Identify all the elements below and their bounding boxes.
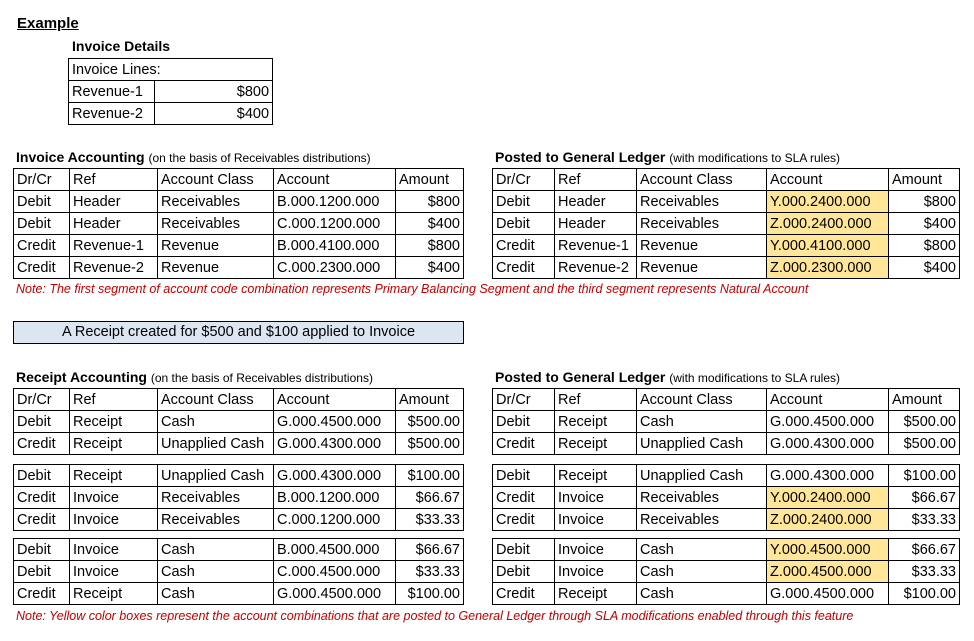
drcr-cell: Debit xyxy=(493,213,555,235)
ref-cell: Revenue-2 xyxy=(70,257,158,279)
ref-cell: Invoice xyxy=(555,539,637,561)
amount-cell: $66.67 xyxy=(889,539,960,561)
amount-cell: $33.33 xyxy=(396,509,464,531)
account-class-cell: Receivables xyxy=(637,191,767,213)
drcr-cell: Debit xyxy=(14,411,70,433)
heading-label: Invoice Accounting xyxy=(16,149,145,165)
invoice-details-table xyxy=(68,58,273,125)
heading-sub: (on the basis of Receivables distributions) xyxy=(148,151,371,165)
table-row xyxy=(14,411,464,433)
table-row xyxy=(14,191,464,213)
column-header: Amount xyxy=(889,169,960,191)
page-title: Example xyxy=(17,15,79,32)
account-class-cell: Cash xyxy=(637,539,767,561)
drcr-cell: Credit xyxy=(14,487,70,509)
amount-cell: $100.00 xyxy=(396,583,464,605)
amount-cell: $400 xyxy=(889,257,960,279)
line-name: Revenue-1 xyxy=(69,81,155,103)
ref-cell: Invoice xyxy=(555,561,637,583)
drcr-cell: Credit xyxy=(493,487,555,509)
table-row xyxy=(14,539,464,561)
invoice-gl-table xyxy=(492,168,960,279)
table-row xyxy=(493,465,960,487)
table-header-row xyxy=(493,389,960,411)
ref-cell: Receipt xyxy=(555,411,637,433)
ref-cell: Receipt xyxy=(555,433,637,455)
table-row xyxy=(493,191,960,213)
amount-cell: $400 xyxy=(889,213,960,235)
heading-sub: (with modifications to SLA rules) xyxy=(669,151,841,165)
column-header: Account Class xyxy=(637,169,767,191)
account-cell: Z.000.2400.000 xyxy=(767,509,889,531)
table-header-row xyxy=(493,169,960,191)
column-header: Account Class xyxy=(158,169,274,191)
line-amount: $800 xyxy=(155,81,273,103)
column-header: Account Class xyxy=(158,389,274,411)
account-class-cell: Cash xyxy=(158,561,274,583)
ref-cell: Invoice xyxy=(70,539,158,561)
column-header: Account xyxy=(274,389,396,411)
table-row xyxy=(14,583,464,605)
account-cell: Z.000.2300.000 xyxy=(767,257,889,279)
amount-cell: $100.00 xyxy=(889,583,960,605)
account-cell: G.000.4300.000 xyxy=(274,465,396,487)
ref-cell: Invoice xyxy=(70,561,158,583)
ref-cell: Invoice xyxy=(555,487,637,509)
table-row xyxy=(14,257,464,279)
ref-cell: Receipt xyxy=(70,433,158,455)
ref-cell: Invoice xyxy=(555,509,637,531)
account-cell: Z.000.4500.000 xyxy=(767,561,889,583)
ref-cell: Invoice xyxy=(70,487,158,509)
amount-cell: $100.00 xyxy=(396,465,464,487)
account-class-cell: Revenue xyxy=(158,235,274,257)
account-cell: Y.000.2400.000 xyxy=(767,191,889,213)
drcr-cell: Debit xyxy=(14,561,70,583)
ref-cell: Header xyxy=(555,191,637,213)
account-class-cell: Revenue xyxy=(158,257,274,279)
table-row xyxy=(14,465,464,487)
account-cell: B.000.4500.000 xyxy=(274,539,396,561)
account-class-cell: Cash xyxy=(637,561,767,583)
drcr-cell: Credit xyxy=(493,257,555,279)
account-cell: B.000.4100.000 xyxy=(274,235,396,257)
column-header: Ref xyxy=(70,389,158,411)
account-class-cell: Receivables xyxy=(637,509,767,531)
receipt-banner: A Receipt created for $500 and $100 applied to Invoice xyxy=(13,321,464,344)
note-segments: Note: The first segment of account code combination represents Primary Balancing Segment and the third segment represents Natural Account xyxy=(16,282,809,296)
column-header: Dr/Cr xyxy=(493,169,555,191)
column-header: Dr/Cr xyxy=(14,389,70,411)
account-class-cell: Receivables xyxy=(158,509,274,531)
account-class-cell: Cash xyxy=(158,411,274,433)
amount-cell: $500.00 xyxy=(889,433,960,455)
table-row xyxy=(69,59,273,81)
drcr-cell: Debit xyxy=(14,213,70,235)
note-yellow: Note: Yellow color boxes represent the account combinations that are posted to General Ledger through SLA modifications enabled through this feature xyxy=(16,609,854,623)
ref-cell: Header xyxy=(70,191,158,213)
ref-cell: Header xyxy=(70,213,158,235)
column-header: Account Class xyxy=(637,389,767,411)
account-cell: B.000.1200.000 xyxy=(274,487,396,509)
drcr-cell: Credit xyxy=(14,257,70,279)
drcr-cell: Debit xyxy=(493,191,555,213)
account-class-cell: Cash xyxy=(158,539,274,561)
heading-label: Posted to General Ledger xyxy=(495,369,666,385)
column-header: Amount xyxy=(396,389,464,411)
column-header: Ref xyxy=(555,389,637,411)
receipt-gl-heading xyxy=(495,369,840,385)
account-cell: C.000.1200.000 xyxy=(274,509,396,531)
account-cell: G.000.4300.000 xyxy=(767,433,889,455)
line-name: Revenue-2 xyxy=(69,103,155,125)
drcr-cell: Debit xyxy=(14,539,70,561)
table-row xyxy=(493,411,960,433)
drcr-cell: Debit xyxy=(14,465,70,487)
account-class-cell: Receivables xyxy=(158,191,274,213)
account-class-cell: Receivables xyxy=(637,213,767,235)
amount-cell: $500.00 xyxy=(889,411,960,433)
table-row xyxy=(69,81,273,103)
account-cell: G.000.4300.000 xyxy=(767,465,889,487)
invoice-accounting-heading xyxy=(16,149,371,165)
heading-sub: (on the basis of Receivables distributions) xyxy=(150,371,373,385)
drcr-cell: Credit xyxy=(14,509,70,531)
account-cell: Z.000.2400.000 xyxy=(767,213,889,235)
drcr-cell: Credit xyxy=(493,235,555,257)
amount-cell: $100.00 xyxy=(889,465,960,487)
receipt-accounting-table-2 xyxy=(13,464,464,531)
line-amount: $400 xyxy=(155,103,273,125)
account-cell: C.000.2300.000 xyxy=(274,257,396,279)
amount-cell: $800 xyxy=(396,235,464,257)
account-class-cell: Revenue xyxy=(637,235,767,257)
drcr-cell: Debit xyxy=(493,465,555,487)
account-cell: G.000.4500.000 xyxy=(274,583,396,605)
amount-cell: $66.67 xyxy=(396,487,464,509)
table-row xyxy=(14,487,464,509)
amount-cell: $500.00 xyxy=(396,411,464,433)
drcr-cell: Credit xyxy=(493,509,555,531)
table-row xyxy=(493,257,960,279)
table-row xyxy=(493,487,960,509)
account-cell: G.000.4500.000 xyxy=(767,583,889,605)
drcr-cell: Debit xyxy=(14,191,70,213)
drcr-cell: Credit xyxy=(14,235,70,257)
account-cell: Y.000.4100.000 xyxy=(767,235,889,257)
account-cell: G.000.4300.000 xyxy=(274,433,396,455)
amount-cell: $66.67 xyxy=(889,487,960,509)
account-class-cell: Cash xyxy=(158,583,274,605)
table-row xyxy=(14,509,464,531)
column-header: Account xyxy=(767,169,889,191)
drcr-cell: Debit xyxy=(493,411,555,433)
account-class-cell: Unapplied Cash xyxy=(158,433,274,455)
drcr-cell: Credit xyxy=(14,433,70,455)
table-row xyxy=(493,235,960,257)
account-cell: G.000.4500.000 xyxy=(274,411,396,433)
ref-cell: Receipt xyxy=(555,465,637,487)
amount-cell: $400 xyxy=(396,213,464,235)
amount-cell: $400 xyxy=(396,257,464,279)
receipt-accounting-heading xyxy=(16,369,373,385)
amount-cell: $800 xyxy=(889,191,960,213)
ref-cell: Receipt xyxy=(70,465,158,487)
ref-cell: Receipt xyxy=(555,583,637,605)
heading-label: Receipt Accounting xyxy=(16,369,147,385)
table-header-row xyxy=(14,169,464,191)
account-class-cell: Unapplied Cash xyxy=(637,433,767,455)
invoice-lines-label: Invoice Lines: xyxy=(69,59,273,81)
drcr-cell: Debit xyxy=(493,539,555,561)
amount-cell: $33.33 xyxy=(889,561,960,583)
invoice-accounting-table xyxy=(13,168,464,279)
ref-cell: Revenue-1 xyxy=(70,235,158,257)
ref-cell: Invoice xyxy=(70,509,158,531)
receipt-gl-table-1 xyxy=(492,388,960,455)
table-row xyxy=(493,433,960,455)
account-cell: B.000.1200.000 xyxy=(274,191,396,213)
invoice-gl-heading xyxy=(495,149,840,165)
account-class-cell: Revenue xyxy=(637,257,767,279)
column-header: Amount xyxy=(889,389,960,411)
ref-cell: Revenue-1 xyxy=(555,235,637,257)
column-header: Ref xyxy=(70,169,158,191)
table-row xyxy=(14,433,464,455)
drcr-cell: Credit xyxy=(14,583,70,605)
heading-label: Posted to General Ledger xyxy=(495,149,666,165)
account-class-cell: Unapplied Cash xyxy=(158,465,274,487)
column-header: Dr/Cr xyxy=(493,389,555,411)
column-header: Amount xyxy=(396,169,464,191)
column-header: Dr/Cr xyxy=(14,169,70,191)
table-row xyxy=(493,213,960,235)
table-row xyxy=(493,509,960,531)
receipt-gl-table-2 xyxy=(492,464,960,531)
account-class-cell: Receivables xyxy=(158,487,274,509)
receipt-gl-table-3 xyxy=(492,538,960,605)
receipt-accounting-table-1 xyxy=(13,388,464,455)
account-class-cell: Unapplied Cash xyxy=(637,465,767,487)
column-header: Ref xyxy=(555,169,637,191)
amount-cell: $800 xyxy=(396,191,464,213)
column-header: Account xyxy=(274,169,396,191)
ref-cell: Receipt xyxy=(70,411,158,433)
table-row xyxy=(493,561,960,583)
amount-cell: $33.33 xyxy=(889,509,960,531)
ref-cell: Receipt xyxy=(70,583,158,605)
amount-cell: $800 xyxy=(889,235,960,257)
amount-cell: $33.33 xyxy=(396,561,464,583)
account-cell: C.000.4500.000 xyxy=(274,561,396,583)
account-class-cell: Receivables xyxy=(637,487,767,509)
table-row xyxy=(493,539,960,561)
account-class-cell: Cash xyxy=(637,583,767,605)
account-cell: Y.000.2400.000 xyxy=(767,487,889,509)
account-cell: G.000.4500.000 xyxy=(767,411,889,433)
table-row xyxy=(69,103,273,125)
column-header: Account xyxy=(767,389,889,411)
drcr-cell: Debit xyxy=(493,561,555,583)
amount-cell: $500.00 xyxy=(396,433,464,455)
heading-sub: (with modifications to SLA rules) xyxy=(669,371,841,385)
invoice-details-title: Invoice Details xyxy=(72,38,171,54)
table-row xyxy=(14,561,464,583)
drcr-cell: Credit xyxy=(493,433,555,455)
ref-cell: Header xyxy=(555,213,637,235)
account-cell: C.000.1200.000 xyxy=(274,213,396,235)
receipt-accounting-table-3 xyxy=(13,538,464,605)
account-cell: Y.000.4500.000 xyxy=(767,539,889,561)
amount-cell: $66.67 xyxy=(396,539,464,561)
table-row xyxy=(493,583,960,605)
table-row xyxy=(14,213,464,235)
account-class-cell: Receivables xyxy=(158,213,274,235)
table-header-row xyxy=(14,389,464,411)
ref-cell: Revenue-2 xyxy=(555,257,637,279)
drcr-cell: Credit xyxy=(493,583,555,605)
table-row xyxy=(14,235,464,257)
account-class-cell: Cash xyxy=(637,411,767,433)
